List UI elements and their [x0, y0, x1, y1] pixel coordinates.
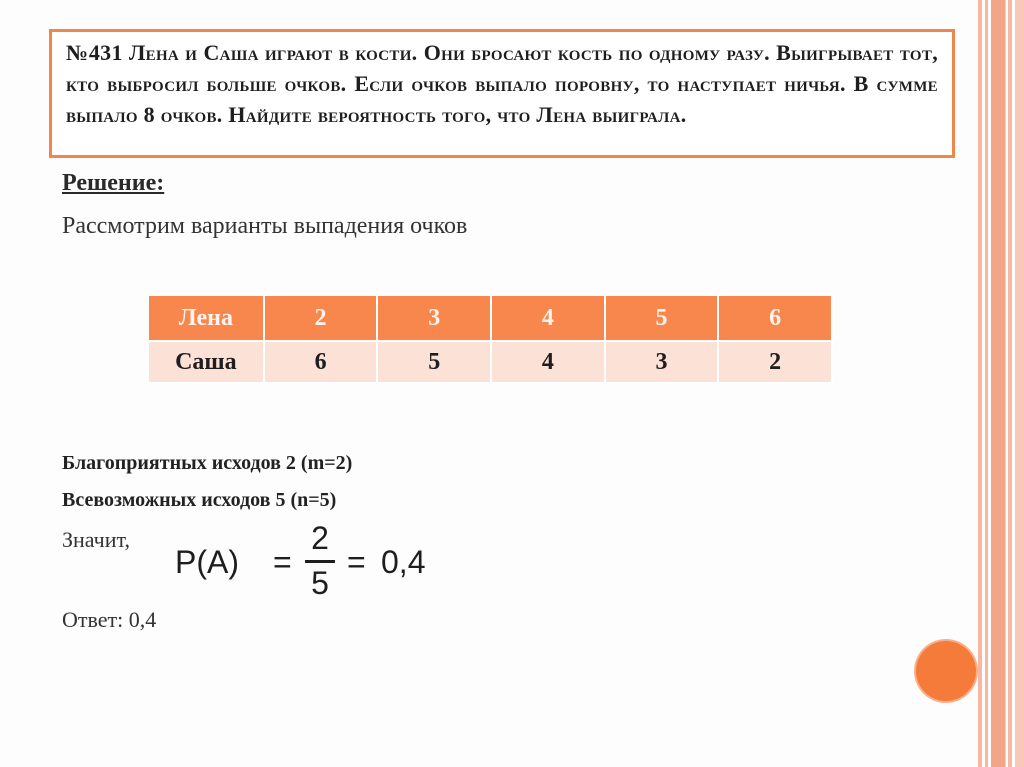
- table-cell: 4: [491, 295, 605, 341]
- table-cell: 2: [264, 295, 378, 341]
- table-cell: 2: [718, 341, 832, 383]
- decor-stripe: [991, 0, 1005, 767]
- table-cell: 6: [718, 295, 832, 341]
- decor-stripe: [1015, 0, 1024, 767]
- solution-intro: Рассмотрим варианты выпадения очков: [62, 213, 468, 239]
- table-cell: 4: [491, 341, 605, 383]
- fraction-numerator: 2: [311, 520, 329, 556]
- formula-lhs: P(A): [175, 544, 239, 580]
- task-text: №431 Лена и Саша играют в кости. Они бросают кость по одному разу. Выигрывает тот, кто выбросил больше очков. Если очков выпало поровну, то наступает ничья. В сумме выпало 8 очков. Найдите вероятность того, что Лена выиграла.: [66, 40, 938, 127]
- outcomes-table: [147, 294, 833, 384]
- probability-formula: [175, 518, 445, 608]
- decor-stripe: [1008, 0, 1012, 767]
- table-row-lena: [148, 295, 832, 341]
- all-outcomes: Всевозможных исходов 5 (n=5): [62, 489, 337, 511]
- table-cell: 6: [264, 341, 378, 383]
- decor-stripe: [978, 0, 982, 767]
- task-box: [49, 29, 955, 158]
- formula-result: 0,4: [381, 544, 426, 580]
- decor-stripe: [985, 0, 988, 767]
- answer: Ответ: 0,4: [62, 607, 157, 632]
- decor-circle: [916, 641, 976, 701]
- table-cell: 5: [605, 295, 719, 341]
- table-cell: Лена: [148, 295, 264, 341]
- table-row-sasha: [148, 341, 832, 383]
- table-cell: 3: [377, 295, 491, 341]
- table-cell: 5: [377, 341, 491, 383]
- table-cell: 3: [605, 341, 719, 383]
- formula-fraction: [305, 520, 335, 601]
- fraction-bar: [305, 560, 335, 563]
- therefore-label: Значит,: [62, 527, 130, 552]
- table-cell: Саша: [148, 341, 264, 383]
- formula-equals: =: [273, 544, 292, 580]
- favorable-outcomes: Благоприятных исходов 2 (m=2): [62, 452, 353, 474]
- solution-heading: Решение:: [62, 170, 165, 196]
- fraction-denominator: 5: [311, 565, 329, 601]
- formula-equals: =: [347, 544, 366, 580]
